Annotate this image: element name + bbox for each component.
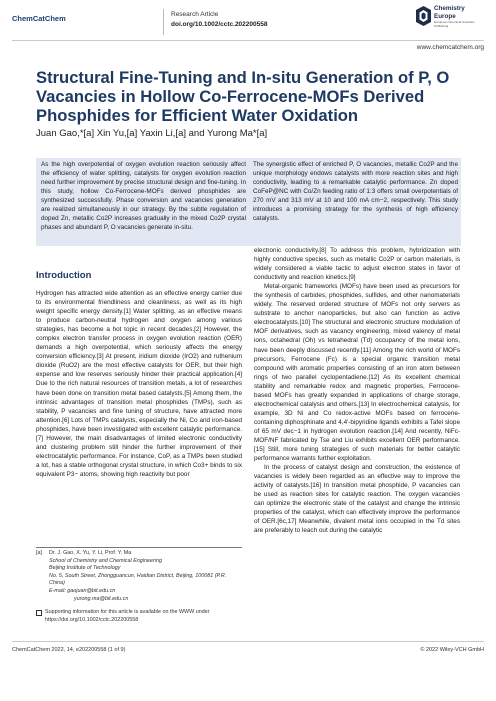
chemistry-europe-logo-icon — [416, 6, 431, 26]
logo-line-3: European Chemical Societies Publishing — [434, 20, 475, 28]
affiliation-footnote — [36, 550, 242, 603]
intro-paragraph-2: Metal-organic frameworks (MOFs) have been used as precursors for the synthesis of carbides, phosphides, sulfides, and other nanomaterials widely. The reserved ordered structure of MOFs not only servers as substrate to anchor nanoparticles, but also can function as active electrocatalysts.[10] The structural and electronic structure modulation of MOF derivatives, such as vacancy engineering, mixed valency of metal ions, octahedral (Oh) vs tetrahedral (Td) occupancy of the metal ions, have been deeply discussed recently.[11] Among the rich world of MOFs precursors, Ferrocene (Fc) is a special organic transition metal compound with aromatic properties consisting of an iron atom between rings of two parallel cyclopentadiene.[12] As its excellent chemical stability and remarkable redox and magnetic properties, Ferrocene-based MOFs has greatly expanded in applications of charge storage, electrochemical catalysis and others.[13] In electrochemical catalysis, for example, 3D Ni and Co redox-active MOFs based on ferrocene-containing diphosphinate and 4,4′-bipyridine ligands exhibits a Tafel slope of 65 mV dec−1 in hydrogen evolution reaction.[14] And recently, NiFc-MOF/NF fabricated by Tse and Liu exhibits excellent OER performance.[15] Still, more tuning strategies of such materials for better catalytic performance warrants further exploitation. — [254, 283, 460, 463]
body-column-right — [254, 246, 460, 536]
article-title: Structural Fine-Tuning and In-situ Generation of P, O Vacancies in Hollow Co-Ferrocene-MOFs Derived Phosphides for Efficient Water Oxidation — [36, 68, 450, 125]
intro-paragraph-1: Hydrogen has attracted wide attention as an effective energy carrier due to its environmental friendliness and cleanliness, as well as its high weight specific energy density.[1] Water splitting, as an effective means to produce carbon-neutral hydrogen and oxygen among various strategies, has become a hot topic in recent decades.[2] However, the complex electron transfer process in oxygen evolution reaction (OER) demands a high overpotential, which seriously affects the energy conversion efficiency.[3] At present, iridium dioxide (IrO2) and ruthenium dioxide (RuO2) are the most effective catalysts for OER, but their high expense and low reserves seriously hinder their practical application.[4] Due to the rich natural resources of transition metals, a lot of researches have been done on transition metal based catalysts.[5] Among them, the intrinsic advantages of transition metal phosphides (TMPs), such as stability, P vacancies and fine tuning of structure, have attracted more attention.[6] Lots of TMPs catalysts, especially the Ni, Co and iron-based phosphides, have been investigated with excellent catalytic performance.[7] However, the main disadvantages of limited electronic conductivity and clustering problem still hinder the further improvement of their electrocatalytic performance. For instance, CoP, as a TMPs been studied a lot, has a stable orthogonal crystal structure, in which Co3+ binds to six equivalent P3− atoms, showing high reactivity but poor — [36, 290, 242, 478]
footnote-rule — [36, 547, 242, 548]
doi-link[interactable]: doi.org/10.1002/cctc.202200558 — [171, 21, 268, 28]
affiliation-institute: Beijing Institute of Technology — [49, 565, 121, 572]
affiliation-address: No. 5, South Street, Zhongguancun, Haidian District, Beijing, 100081 (P.R. China) — [49, 572, 227, 587]
intro-paragraph-3: In the process of catalyst design and construction, the existence of vacancies is widely been regarded as an effective way to improve the activity of catalysts.[16] In transition metal phosphide, P vacancies can be used as reaction sites for catalytic reaction. The oxygen vacancies can optimize the electronic state of the catalyst and change the intrinsic properties of the catalyst, which can effectively improve the performance of OER.[6c,17] Meanwhile, divalent metal ions occupied in the Td sites are preferably to leach out during the catalytic — [254, 464, 460, 535]
logo-line-2: Europe — [434, 13, 456, 20]
supporting-text[interactable]: Supporting information for this article is available on the WWW under https://doi.org/10.1002/cctc.202200558 — [45, 609, 210, 623]
article-type: Research Article — [171, 11, 219, 18]
footer-rule — [12, 641, 484, 642]
supporting-information — [36, 609, 242, 624]
affiliation-label: [a] — [36, 550, 42, 556]
affiliation-email[interactable]: E-mail: gaojuan@bit.edu.cn — [49, 587, 116, 594]
journal-name: ChemCatChem — [12, 14, 66, 23]
introduction-heading: Introduction — [36, 270, 92, 281]
footer-copyright: © 2022 Wiley-VCH GmbH — [420, 647, 484, 653]
document-icon — [36, 610, 42, 616]
abstract-left: As the high overpotential of oxygen evolution reaction seriously affect the efficiency of water splitting, catalysts for oxygen evolution reaction need further improvement by precise structural design and fine-tuning. In this study, hollow Co-Ferrocene-MOFs derived phosphides are synthesized successfully. Phase conversion and vacancies generation are realized simultaneously in our strategy. By the subtle regulation of doped Zn, metallic Co2P increases gradually in the mixed Co2P crystal phases and abundant P, O vacancies generate in-situ. — [41, 161, 246, 231]
header-separator — [163, 9, 164, 35]
affiliation-names: Dr. J. Gao, X. Yu, Y. Li, Prof. Y. Ma — [49, 550, 132, 556]
chemistry-europe-logo — [416, 5, 488, 39]
footer-citation: ChemCatChem 2022, 14, e202200558 (1 of 9) — [12, 647, 126, 653]
body-column-left — [36, 289, 242, 479]
logo-line-1: Chemistry — [434, 5, 465, 12]
affiliation-email-2[interactable]: yurong.ma@bit.edu.cn — [74, 595, 129, 602]
header-rule — [12, 40, 484, 41]
page-header — [0, 0, 496, 40]
intro-paragraph-continued: electronic conductivity.[8] To address this problem, hybridization with highly conductive species, such as metallic Co2P or carbon materials, is widely considered a viable tactic to adjust electron states in favor of conductivity and reaction kinetics.[9] — [254, 247, 460, 282]
abstract-right: The synergistic effect of enriched P, O vacancies, metallic Co2P and the unique morphology endows catalysts with more reaction sites and high conductivity, leading to a remarkable catalytic performance. Zn doped CoFeP@NC with Co/Zn feeding ratio of 1:3 offers small overpotentials of 270 mV and 313 mV at 10 and 100 mA cm−2, respectively. This study introduces a promising strategy for the synthesis of high efficiency catalysts. — [253, 161, 458, 222]
abstract-box — [36, 158, 461, 246]
affiliation-school: School of Chemistry and Chemical Engineering — [49, 557, 162, 564]
site-url[interactable]: www.chemcatchem.org — [416, 44, 484, 51]
author-list: Juan Gao,*[a] Xin Yu,[a] Yaxin Li,[a] and Yurong Ma*[a] — [36, 128, 268, 139]
